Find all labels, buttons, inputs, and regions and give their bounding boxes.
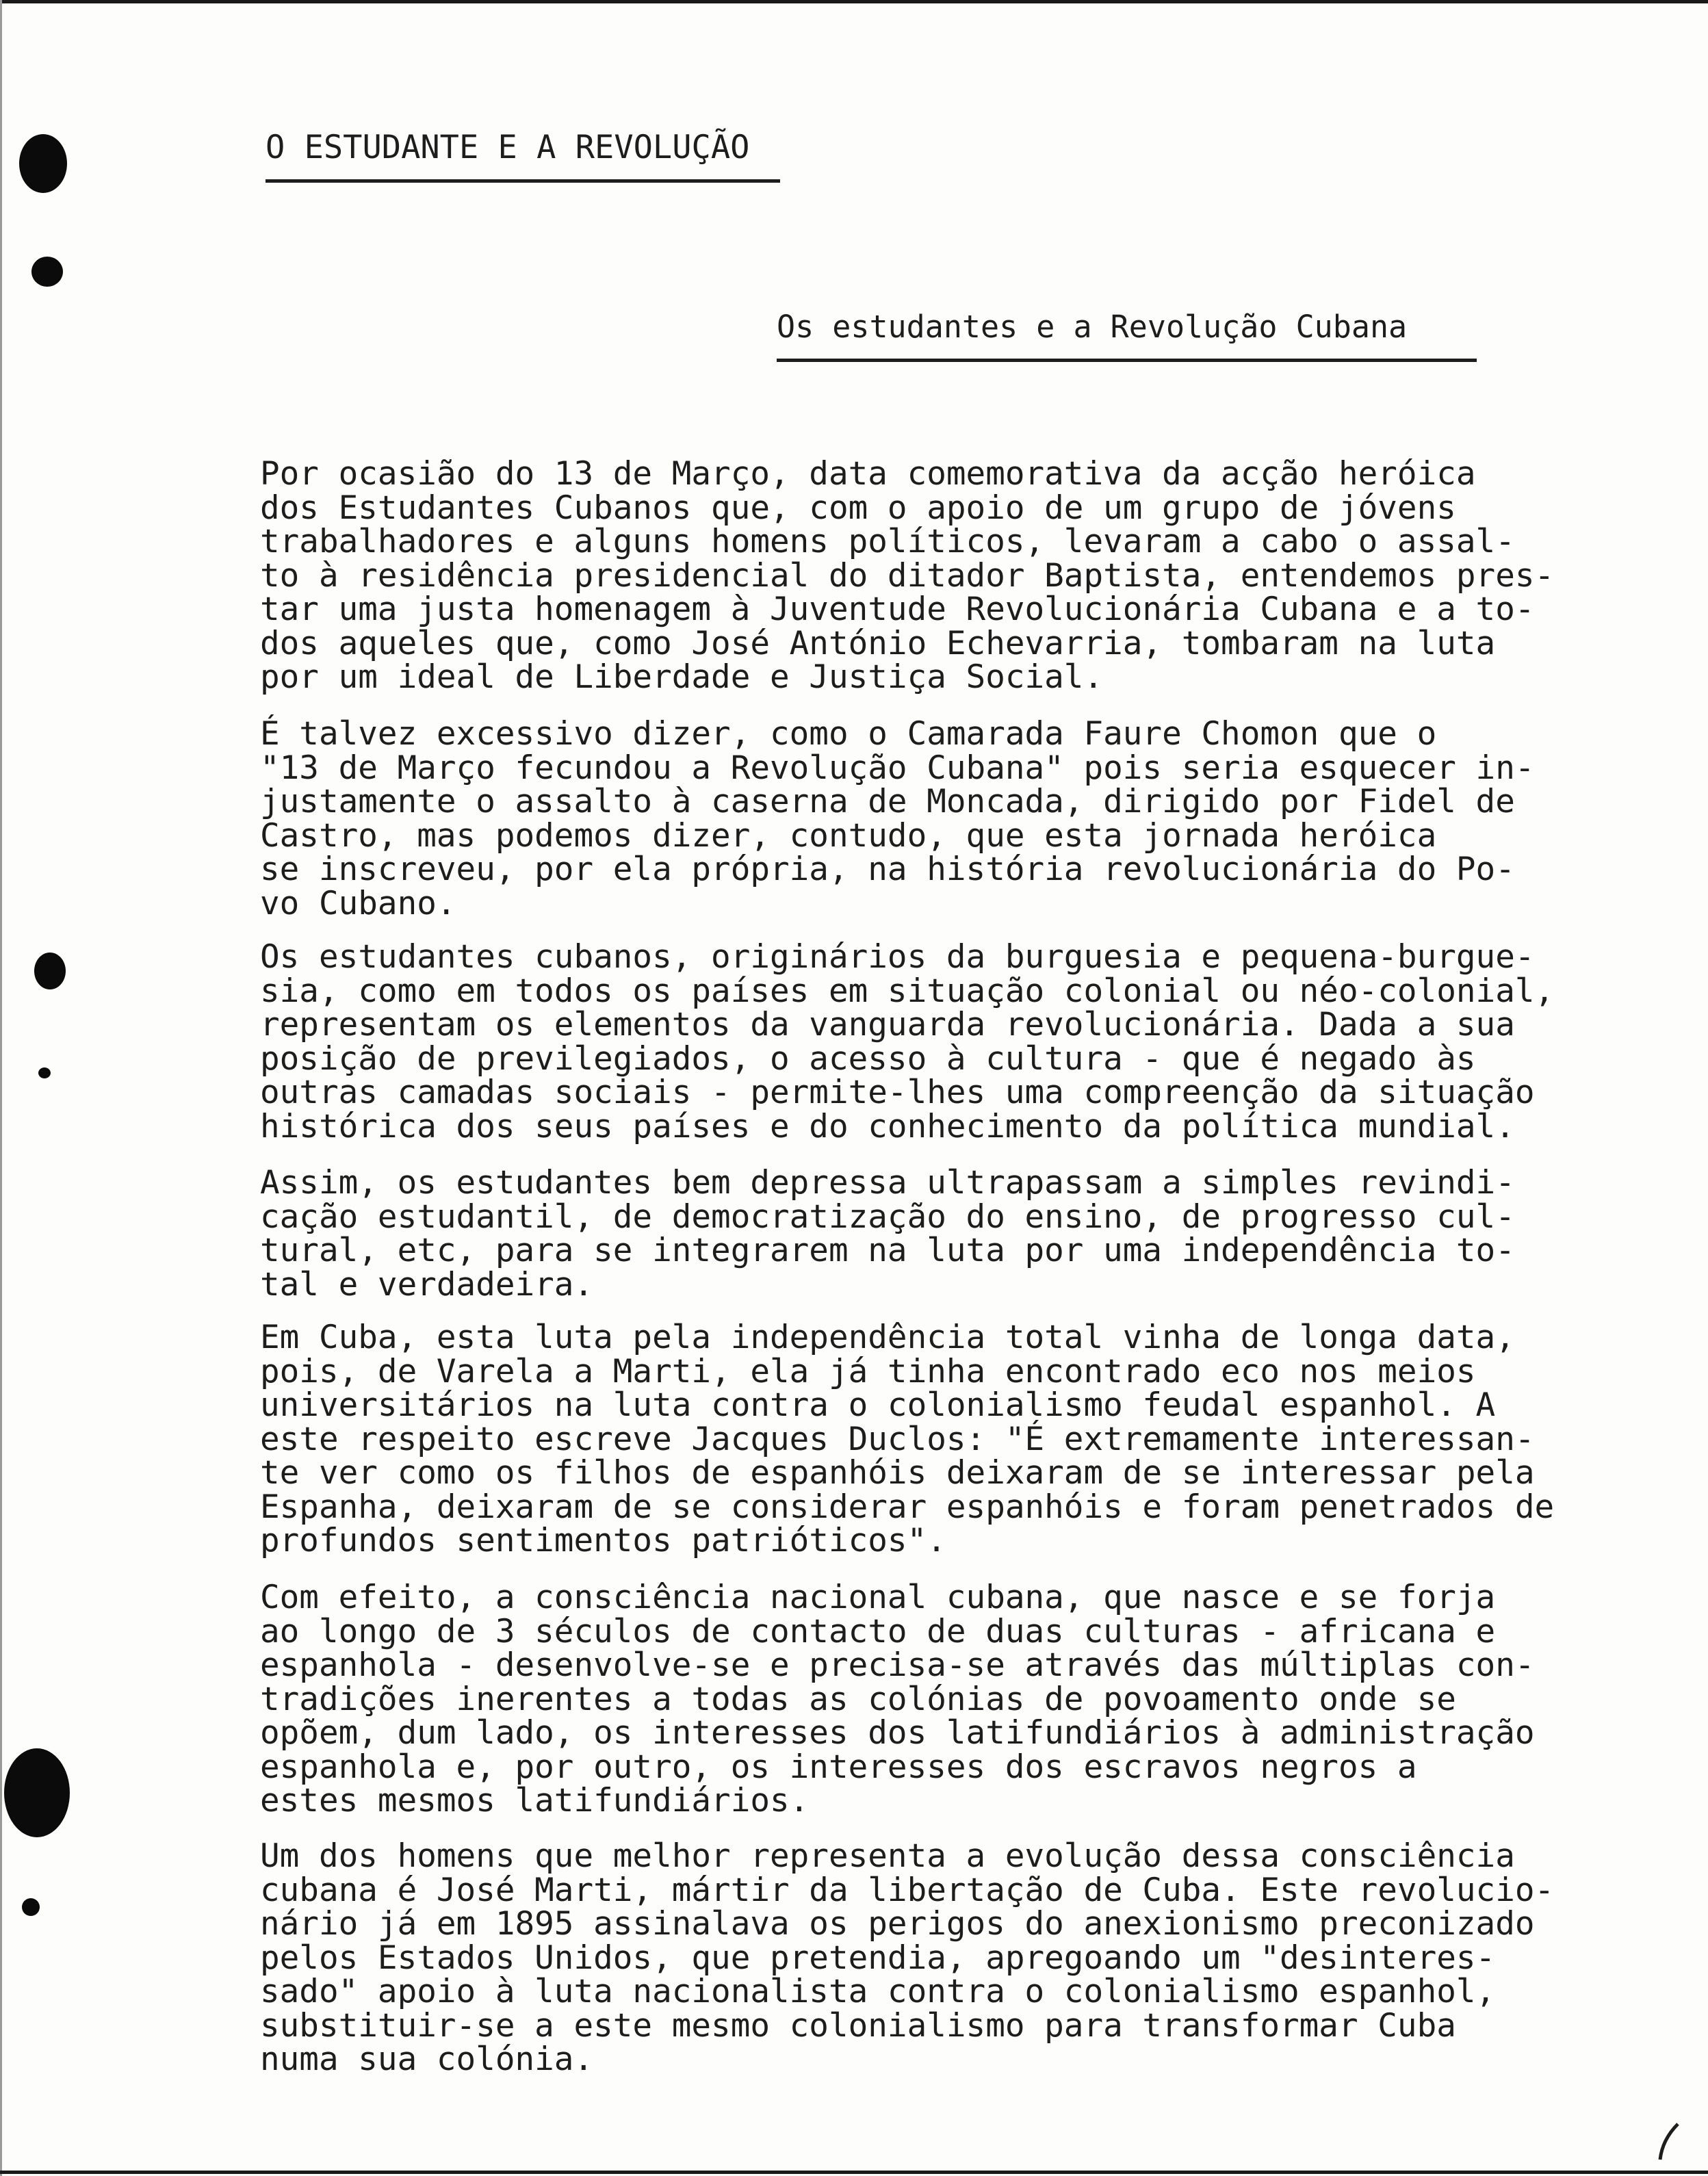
text-line: justamente o assalto à caserna de Moncada, dirigido por Fidel de xyxy=(260,783,1515,820)
text-line: posição de previlegiados, o acesso à cultura - que é negado às xyxy=(260,1039,1476,1078)
text-line: opõem, dum lado, os interesses dos latifundiários à administração xyxy=(260,1714,1535,1752)
paragraph xyxy=(260,1581,1622,1818)
scan-top-edge xyxy=(0,0,1708,3)
text-line: ao longo de 3 séculos de contacto de duas culturas - africana e xyxy=(260,1612,1496,1650)
text-line: Os estudantes cubanos, originários da burguesia e pequena-burgue- xyxy=(260,938,1535,976)
pen-mark-icon xyxy=(1655,2120,1682,2161)
paragraph xyxy=(260,457,1622,695)
text-line: espanhola - desenvolve-se e precisa-se através das múltiplas con- xyxy=(260,1646,1535,1684)
text-line: nário já em 1895 assinalava os perigos do anexionismo preconizado xyxy=(260,1905,1535,1943)
text-line: te ver como os filhos de espanhóis deixaram de se interessar pela xyxy=(260,1454,1535,1492)
text-line: este respeito escreve Jacques Duclos: "É extremamente interessan- xyxy=(260,1420,1535,1458)
text-line: tradições inerentes a todas as colónias de povoamento onde se xyxy=(260,1680,1456,1718)
text-line: substituir-se a este mesmo colonialismo para transformar Cuba xyxy=(260,2006,1456,2045)
text-line: sia, como em todos os países em situação colonial ou néo-colonial, xyxy=(260,972,1555,1010)
text-line: cação estudantil, de democratização do ensino, de progresso cul- xyxy=(260,1197,1515,1236)
page-subtitle: Os estudantes e a Revolução Cubana xyxy=(777,309,1408,345)
text-line: tal e verdadeira. xyxy=(260,1265,594,1304)
text-line: Um dos homens que melhor representa a evolução dessa consciência xyxy=(260,1837,1515,1875)
text-line: Espanha, deixaram de se considerar espanhóis e foram penetrados de xyxy=(260,1488,1555,1526)
text-line: universitários na luta contra o colonialismo feudal espanhol. A xyxy=(260,1386,1496,1424)
paragraph xyxy=(260,1839,1622,2077)
punch-hole xyxy=(31,257,63,287)
paragraph xyxy=(260,940,1622,1143)
text-line: profundos sentimentos patrióticos". xyxy=(260,1522,946,1559)
text-line: histórica dos seus países e do conhecimento da política mundial. xyxy=(260,1107,1515,1145)
text-line: tural, etc, para se integrarem na luta por uma independência to- xyxy=(260,1232,1515,1269)
text-line: "13 de Março fecundou a Revolução Cubana" pois seria esquecer in- xyxy=(260,749,1535,787)
punch-hole xyxy=(34,953,66,989)
text-line: to à residência presidencial do ditador Baptista, entendemos pres- xyxy=(260,556,1555,595)
punch-hole xyxy=(4,1748,70,1837)
text-line: estes mesmos latifundiários. xyxy=(260,1782,810,1819)
scan-left-edge xyxy=(0,0,2,2176)
subtitle-underline xyxy=(777,359,1477,362)
paragraph xyxy=(260,717,1622,920)
text-line: É talvez excessivo dizer, como o Camarada Faure Chomon que o xyxy=(260,715,1437,753)
text-line: Com efeito, a consciência nacional cubana, que nasce e se forja xyxy=(260,1579,1496,1616)
text-line: sado" apoio à luta nacionalista contra o colonialismo espanhol, xyxy=(260,1973,1496,2010)
text-line: pois, de Varela a Marti, ela já tinha encontrado eco nos meios xyxy=(260,1352,1476,1390)
text-line: trabalhadores e alguns homens políticos, levaram a cabo o assal- xyxy=(260,523,1515,560)
text-line: pelos Estados Unidos, que pretendia, apregoando um "desinteres- xyxy=(260,1939,1496,1977)
scan-bottom-edge xyxy=(0,2171,1708,2174)
text-line: vo Cubano. xyxy=(260,884,456,922)
punch-hole xyxy=(38,1067,51,1078)
text-line: espanhola e, por outro, os interesses dos escravos negros a xyxy=(260,1748,1417,1786)
punch-hole xyxy=(19,134,67,193)
text-line: dos aqueles que, como José António Echevarria, tombaram na luta xyxy=(260,624,1496,662)
header-underline xyxy=(266,179,780,183)
paragraph xyxy=(260,1164,1622,1304)
text-line: outras camadas sociais - permite-lhes uma compreenção da situação xyxy=(260,1074,1535,1111)
text-line: se inscreveu, por ela própria, na história revolucionária do Po- xyxy=(260,851,1515,888)
text-line: Castro, mas podemos dizer, contudo, que esta jornada heróica xyxy=(260,816,1437,855)
text-line: Por ocasião do 13 de Março, data comemorativa da acção heróica xyxy=(260,455,1476,493)
text-line: cubana é José Marti, mártir da libertação de Cuba. Este revolucio- xyxy=(260,1871,1555,1909)
text-line: Em Cuba, esta luta pela independência total vinha de longa data, xyxy=(260,1319,1515,1356)
text-line: numa sua colónia. xyxy=(260,2041,594,2078)
text-line: tar uma justa homenagem à Juventude Revolucionária Cubana e a to- xyxy=(260,591,1535,628)
header-title: O ESTUDANTE E A REVOLUÇÃO xyxy=(266,129,750,166)
text-line: representam os elementos da vanguarda revolucionária. Dada a sua xyxy=(260,1006,1515,1044)
punch-hole xyxy=(22,1898,40,1916)
text-line: por um ideal de Liberdade e Justiça Social. xyxy=(260,658,1104,696)
text-line: dos Estudantes Cubanos que, com o apoio de um grupo de jóvens xyxy=(260,489,1456,527)
text-line: Assim, os estudantes bem depressa ultrapassam a simples revindi- xyxy=(260,1164,1515,1202)
paragraph xyxy=(260,1321,1622,1558)
